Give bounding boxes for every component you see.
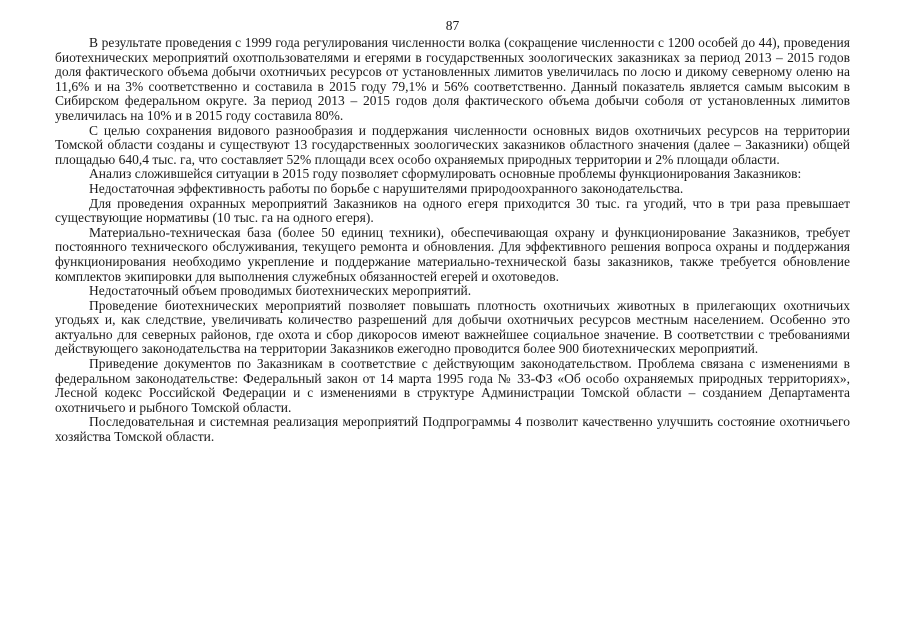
paragraph-problem-biotech: Недостаточный объем проводимых биотехнических мероприятий. [89, 283, 472, 299]
paragraph-legislation: Приведение документов по Заказникам в соответствие с действующим законодательством. Проблема связана с изменениями в федеральном законодательстве: Федеральный закон от 14 марта 1995 года № 33-ФЗ «Об особо охраняемых природных территориях», Лесной кодекс Российской Федерации и с изменениями в структуре Администрации Томской области – созданием Департамента охотничьего и рыбного Томской области. [55, 356, 850, 415]
document-page [55, 18, 850, 445]
paragraph-reserves-created: С целью сохранения видового разнообразия и поддержания численности основных видов охотничьих ресурсов на территории Томской области созданы и существуют 13 государственных зоологических заказников областного значения (далее – Заказники) общей площадью 640,4 тыс. га, что составляет 52% площади всех особо охраняемых природных территории и 2% площади области. [55, 122, 850, 167]
paragraph-ranger-area: Для проведения охранных мероприятий Заказников на одного егеря приходится 30 тыс. га угодий, что в три раза превышает существующие нормативы (10 тыс. га на одного егеря). [55, 195, 850, 226]
paragraph-material-base: Материально-техническая база (более 50 единиц техники), обеспечивающая охрану и функционирование Заказников, требует постоянного технического обслуживания, текущего ремонта и обновления. Для эффективного решения вопроса охраны и поддержания функционирования необходимо укрепление и поддержание материально-технической базы заказников, также требуется обновление комплектов экипировки для выполнения служебных обязанностей егерей и охотоведов. [55, 224, 850, 284]
page-number: 87 [445, 18, 460, 33]
paragraph-wolf-regulation: В результате проведения с 1999 года регулирования численности волка (сокращение численности с 1200 особей до 44), проведения биотехнических мероприятий охотпользователями и егерями в государственных зоологических заказниках за период 2013 – 2015 годов доля фактического объема добычи охотничьих ресурсов от установленных лимитов увеличилась по лосю и дикому северному оленю на 11,6% и на 3% соответственно и составила в 2015 году 79,1% и 56% соответственно. Данный показатель является самым высоким в Сибирском федеральном округе. За период 2013 – 2015 годов доля фактического объема добычи соболя от установленных лимитов увеличилась на 10% и в 2015 году составила 80%. [55, 35, 850, 123]
paragraph-problem-enforcement: Недостаточная эффективность работы по борьбе с нарушителями природоохранного законодательства. [89, 180, 684, 196]
paragraph-analysis-intro: Анализ сложившейся ситуации в 2015 году позволяет сформулировать основные проблемы функционирования Заказников: [89, 166, 802, 182]
paragraph-conclusion: Последовательная и системная реализация мероприятий Подпрограммы 4 позволит качественно улучшить состояние охотничьего хозяйства Томской области. [55, 414, 850, 445]
paragraph-biotech-measures: Проведение биотехнических мероприятий позволяет повышать плотность охотничьих животных в прилегающих охотничьих угодьях и, как следствие, увеличивать количество разрешений для добычи охотничьих ресурсов местным населением. Особенно это актуально для северных районов, где охота и сбор дикоросов имеют важнейшее социальное значение. В соответствии с требованиями действующего законодательства на территории Заказников ежегодно проводится более 900 биотехнических мероприятий. [55, 297, 850, 357]
